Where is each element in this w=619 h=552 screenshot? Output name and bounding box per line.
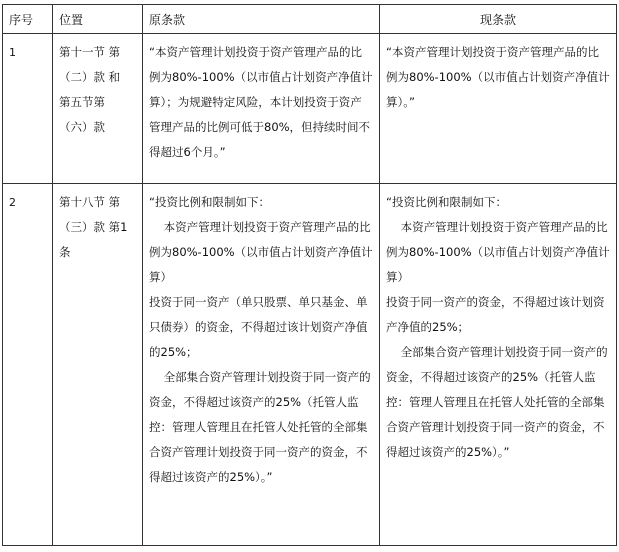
header-position: 位置: [53, 5, 143, 34]
table-row: [3, 184, 617, 546]
row-number: 1: [3, 34, 53, 184]
header-original: 原条款: [143, 5, 380, 34]
row-position: 第十八节 第 （三）款 第1 条: [53, 184, 143, 546]
row-current-clause: “投资比例和限制如下： 本资产管理计划投资于资产管理产品的比例为80%-100%（以市值占计划资产净值计算） 投资于同一资产的资金，不得超过该计划资产净值的25%； 全部集合资产管理计划投资于同一资产的资金，不得超过该资产的25%（托管人监控：管理人管理且在托管人处托管的全部集合资产管理计划投资于同一资产的资金，不得超过该资产的25%）。”: [380, 184, 617, 546]
table-row: [3, 34, 617, 184]
row-original-clause: “投资比例和限制如下： 本资产管理计划投资于资产管理产品的比例为80%-100%（以市值占计划资产净值计算） 投资于同一资产（单只股票、单只基金、单只债券）的资金，不得超过该计划资产净值的25%； 全部集合资产管理计划投资于同一资产的资金，不得超过该资产的25%（托管人监控：管理人管理且在托管人处托管的全部集合资产管理计划投资于同一资产的资金，不得超过该资产的25%）。”: [143, 184, 380, 546]
amendment-table: [2, 4, 617, 546]
header-current: 现条款: [380, 5, 617, 34]
row-number: 2: [3, 184, 53, 546]
header-no: 序号: [3, 5, 53, 34]
table-header-row: [3, 5, 617, 34]
row-position: 第十一节 第 （二）款 和 第五节第 （六）款: [53, 34, 143, 184]
row-current-clause: “本资产管理计划投资于资产管理产品的比例为80%-100%（以市值占计划资产净值计算）。”: [380, 34, 617, 184]
row-original-clause: “本资产管理计划投资于资产管理产品的比例为80%-100%（以市值占计划资产净值计算）；为规避特定风险，本计划投资于资产管理产品的比例可低于80%，但持续时间不得超过6个月。”: [143, 34, 380, 184]
